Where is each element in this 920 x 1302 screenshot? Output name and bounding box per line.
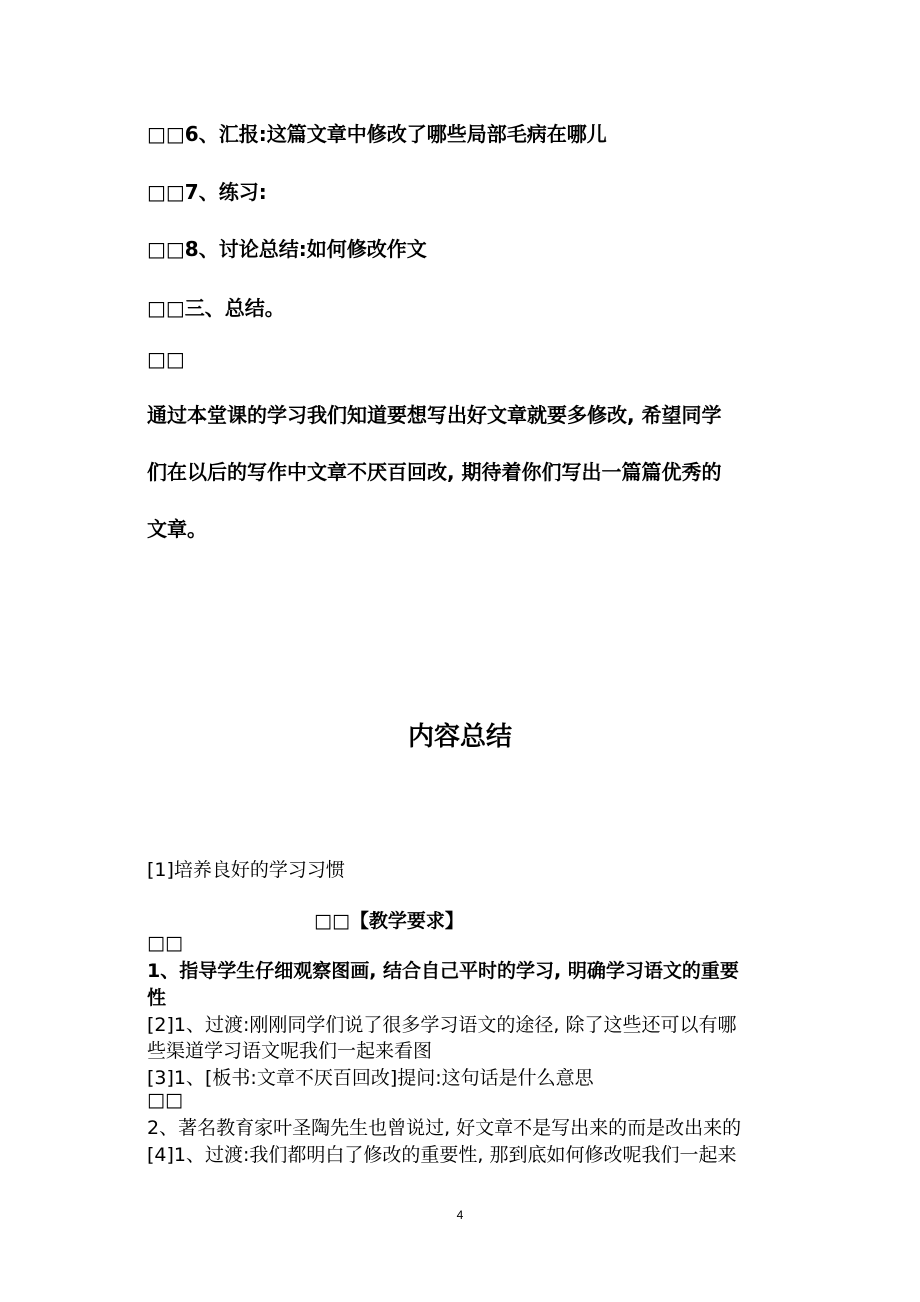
summary-line-1: [1]培养良好的学习习惯 [147, 859, 345, 881]
closing-paragraph-line-2: 们在以后的写作中文章不厌百回改, 期待着你们写出一篇篇优秀的 [147, 460, 722, 484]
page-number: 4 [456, 1208, 464, 1222]
summary-line-7: 些渠道学习语文呢我们一起来看图 [147, 1040, 433, 1062]
closing-paragraph-line-3: 文章。 [147, 517, 207, 541]
upper-item-7: □□7、练习: [147, 180, 267, 204]
summary-line-4: 1、指导学生仔细观察图画, 结合自己平时的学习, 明确学习语文的重要 [147, 960, 739, 982]
upper-item-8: □□8、讨论总结:如何修改作文 [147, 237, 427, 261]
closing-paragraph-line-1: 通过本堂课的学习我们知道要想写出好文章就要多修改, 希望同学 [147, 403, 722, 427]
section-three-heading: □□三、总结。 [147, 296, 285, 320]
summary-line-8: [3]1、[板书:文章不厌百回改]提问:这句话是什么意思 [147, 1067, 594, 1089]
summary-line-6: [2]1、过渡:刚刚同学们说了很多学习语文的途径, 除了这些还可以有哪 [147, 1014, 737, 1036]
summary-line-2: □□【教学要求】 [314, 910, 464, 932]
summary-line-9: □□ [147, 1089, 183, 1111]
summary-title: 内容总结 [407, 722, 512, 752]
summary-line-3: □□ [147, 932, 183, 954]
summary-line-11: [4]1、过渡:我们都明白了修改的重要性, 那到底如何修改呢我们一起来 [147, 1144, 737, 1166]
summary-line-10: 2、著名教育家叶圣陶先生也曾说过, 好文章不是写出来的而是改出来的 [147, 1117, 742, 1139]
summary-line-5: 性 [147, 987, 167, 1009]
blank-placeholder: □□ [147, 347, 185, 371]
upper-item-6: □□6、汇报:这篇文章中修改了哪些局部毛病在哪儿 [147, 122, 607, 146]
